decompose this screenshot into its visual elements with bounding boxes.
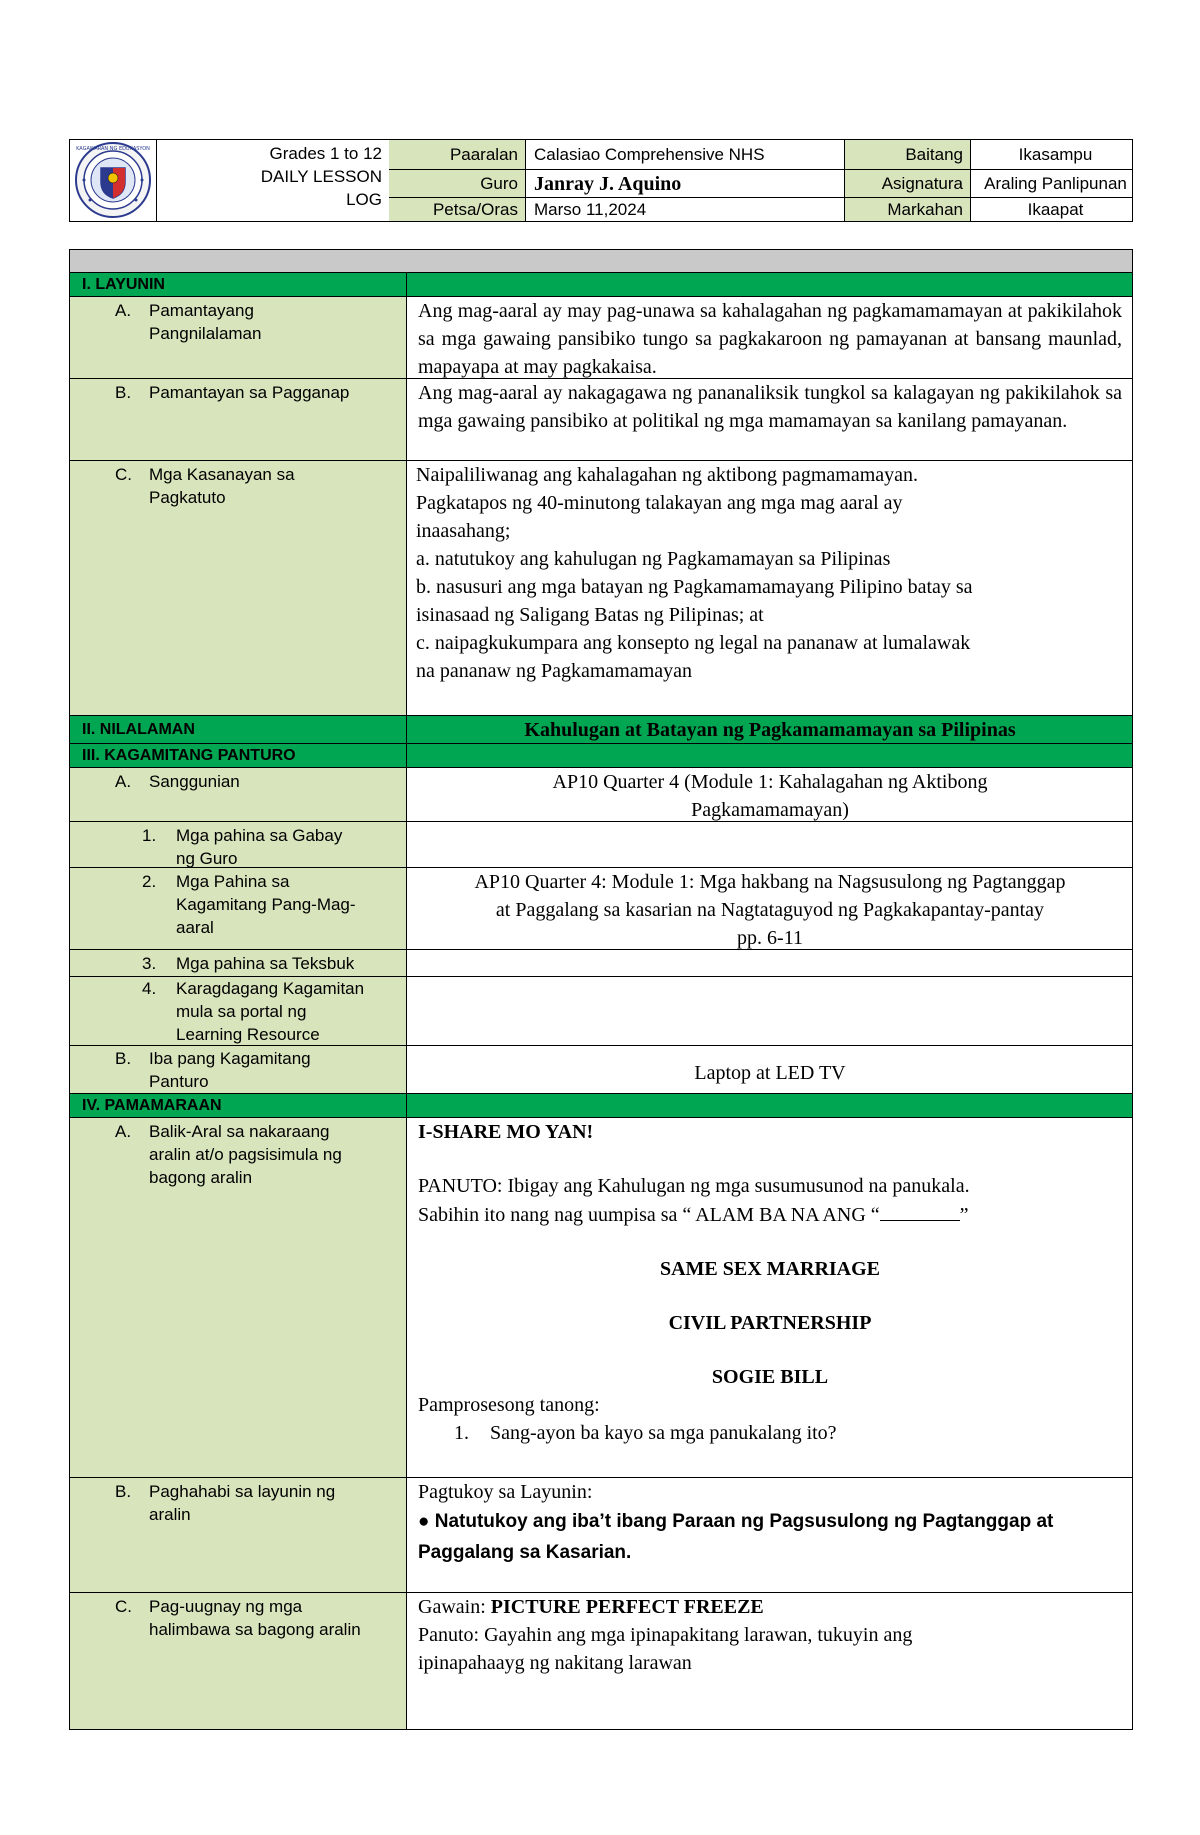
row-number: B. bbox=[115, 383, 132, 402]
kasanayan-line: inaasahang; bbox=[416, 520, 511, 542]
header-table bbox=[69, 139, 1133, 222]
sanggunian-line: AP10 Quarter 4 (Module 1: Kahalagahan ng Aktibong bbox=[552, 771, 988, 793]
sanggunian-text bbox=[418, 768, 1122, 824]
pag-uugnay-content bbox=[418, 1593, 1122, 1677]
pamantayan-sa-pagganap-text: Ang mag-aaral ay nakagagawa ng pananaliksik tungkol sa kalagayan ng pakikilahok sa mga gawaing pansibiko at politikal ng mga mamamayan sa kanilang pamayanan. bbox=[418, 382, 1122, 432]
row-label: Mga Pahina sa bbox=[176, 872, 290, 891]
pagtukoy-label: Pagtukoy sa Layunin: bbox=[418, 1481, 593, 1503]
section-layunin bbox=[70, 273, 1132, 297]
row-label: halimbawa sa bagong aralin bbox=[149, 1620, 361, 1639]
row-label: Mga pahina sa Gabay bbox=[176, 826, 343, 845]
pang-mag-aaral-line: AP10 Quarter 4: Module 1: Mga hakbang na Nagsusulong ng Pagtanggap bbox=[474, 871, 1066, 893]
balik-aral-panuto: PANUTO: Ibigay ang Kahulugan ng mga susumusunod na panukala. bbox=[418, 1175, 970, 1197]
kasanayan-line: isinasaad ng Saligang Batas ng Pilipinas; at bbox=[416, 604, 764, 626]
row-label: Pamantayan sa Pagganap bbox=[149, 383, 350, 402]
table-top-bar bbox=[70, 250, 1132, 273]
kasanayan-line: na pananaw ng Pagkamamamayan bbox=[416, 660, 693, 682]
row-kagamitang-pang-mag-aaral bbox=[70, 868, 1132, 950]
row-label: ng Guro bbox=[176, 849, 238, 868]
layunin-heading: I. LAYUNIN bbox=[82, 276, 165, 293]
row-iba-pang-kagamitan bbox=[70, 1046, 1132, 1094]
paghahabi-content bbox=[418, 1478, 1122, 1568]
row-number: B. bbox=[115, 1049, 132, 1068]
asignatura-value: Araling Panlipunan bbox=[971, 170, 1132, 198]
row-number: A. bbox=[115, 1122, 132, 1141]
petsa-value: Marso 11,2024 bbox=[526, 198, 845, 221]
row-label: Panturo bbox=[149, 1072, 209, 1091]
row-number: C. bbox=[115, 465, 132, 484]
kasanayan-text bbox=[416, 461, 1122, 685]
petsa-label: Petsa/Oras bbox=[389, 198, 526, 221]
row-label: Kagamitang Pang-Mag- bbox=[176, 895, 356, 914]
row-label: bagong aralin bbox=[149, 1168, 253, 1187]
row-teksbuk bbox=[70, 950, 1132, 977]
gawain-title: PICTURE PERFECT FREEZE bbox=[490, 1596, 764, 1618]
row-label: Mga pahina sa Teksbuk bbox=[176, 954, 355, 973]
pamantayang-pangnilalaman-text: Ang mag-aaral ay may pag-unawa sa kahalagahan ng pagkamamamayan at pakikilahok sa mga gawaing pansibiko tungo sa pagkakaroon ng pamayanan at bansang maunlad, mapayapa at may pagkakaisa. bbox=[418, 300, 1122, 378]
kasanayan-line: Pagkatapos ng 40-minutong talakayan ang mga mag aaral ay bbox=[416, 492, 903, 514]
pang-mag-aaral-line: at Paggalang sa kasarian na Nagtataguyod ng Pagkakapantay-pantay bbox=[495, 899, 1045, 921]
pamamaraan-heading: IV. PAMAMARAAN bbox=[82, 1097, 222, 1114]
gawain-label: Gawain: bbox=[418, 1596, 491, 1618]
row-number: 3. bbox=[142, 954, 157, 973]
layunin-bullet-cont: Paggalang sa Kasarian. bbox=[418, 1542, 632, 1563]
kasanayan-line: Naipaliliwanag ang kahalagahan ng aktibong pagmamamayan. bbox=[416, 464, 919, 486]
row-number: A. bbox=[115, 772, 132, 791]
section-nilalaman bbox=[70, 716, 1132, 744]
row-label: Iba pang Kagamitang bbox=[149, 1049, 311, 1068]
row-label: aralin bbox=[149, 1505, 191, 1524]
row-label: Pagkatuto bbox=[149, 488, 226, 507]
balik-aral-panuto-2: Sabihin ito nang nag uumpisa sa “ ALAM BA NA ANG “ ” bbox=[418, 1200, 1122, 1229]
section-kagamitan bbox=[70, 744, 1132, 768]
nilalaman-heading: II. NILALAMAN bbox=[82, 721, 195, 738]
sanggunian-line: Pagkamamamayan) bbox=[691, 799, 849, 821]
balik-aral-content bbox=[418, 1118, 1122, 1447]
kasanayan-line: c. naipagkukumpara ang konsepto ng legal na pananaw at lumalawak bbox=[416, 632, 971, 654]
row-label: mula sa portal ng bbox=[176, 1002, 307, 1021]
deped-seal-icon bbox=[70, 140, 156, 221]
row-number: 2. bbox=[142, 872, 157, 891]
dll-line-1: Grades 1 to 12 bbox=[269, 144, 382, 163]
fill-in-blank bbox=[880, 1200, 960, 1221]
markahan-value: Ikaapat bbox=[1027, 200, 1084, 219]
nilalaman-title: Kahulugan at Batayan ng Pagkamamamayan sa Pilipinas bbox=[524, 719, 1016, 741]
row-number: C. bbox=[115, 1597, 132, 1616]
dll-title-cell bbox=[156, 140, 390, 221]
kagamitan-heading: III. KAGAMITANG PANTURO bbox=[82, 747, 296, 764]
layunin-bullet: ● Natutukoy ang iba’t ibang Paraan ng Pagsusulong ng Pagtanggap at bbox=[418, 1511, 1054, 1532]
row-label: Mga Kasanayan sa bbox=[149, 465, 295, 484]
row-pamantayang-pangnilalaman bbox=[70, 297, 1132, 379]
row-number: 1. bbox=[142, 826, 157, 845]
deped-logo-cell bbox=[70, 140, 157, 221]
question-number: 1. bbox=[454, 1422, 469, 1444]
row-label: Paghahabi sa layunin ng bbox=[149, 1482, 336, 1501]
paaralan-label: Paaralan bbox=[389, 140, 526, 170]
row-sanggunian bbox=[70, 768, 1132, 822]
panukala-same-sex-marriage: SAME SEX MARRIAGE bbox=[659, 1258, 881, 1280]
row-number: A. bbox=[115, 301, 132, 320]
row-label: Karagdagang Kagamitan bbox=[176, 979, 365, 998]
row-pamantayan-sa-pagganap bbox=[70, 379, 1132, 461]
balik-aral-title: I-SHARE MO YAN! bbox=[418, 1121, 594, 1143]
row-pag-uugnay bbox=[70, 1593, 1132, 1729]
row-mga-kasanayan bbox=[70, 461, 1132, 716]
row-gabay-ng-guro bbox=[70, 822, 1132, 868]
asignatura-label: Asignatura bbox=[845, 170, 971, 198]
dll-line-3: LOG bbox=[346, 190, 382, 209]
pang-mag-aaral-text bbox=[418, 868, 1122, 952]
row-label: Pangnilalaman bbox=[149, 324, 262, 343]
panukala-civil-partnership: CIVIL PARTNERSHIP bbox=[668, 1312, 872, 1334]
pamprosesong-tanong: Pamprosesong tanong: bbox=[418, 1394, 600, 1416]
panukala-sogie-bill: SOGIE BILL bbox=[711, 1366, 829, 1388]
kasanayan-line: a. natutukoy ang kahulugan ng Pagkamamayan sa Pilipinas bbox=[416, 548, 891, 570]
lesson-table bbox=[69, 249, 1133, 1730]
row-label: Pag-uugnay ng mga bbox=[149, 1597, 303, 1616]
row-label: Learning Resource bbox=[176, 1025, 320, 1044]
guro-value: Janray J. Aquino bbox=[526, 170, 845, 198]
baitang-label: Baitang bbox=[845, 140, 971, 170]
paaralan-value: Calasiao Comprehensive NHS bbox=[526, 140, 845, 170]
row-balik-aral bbox=[70, 1118, 1132, 1478]
row-paghahabi bbox=[70, 1478, 1132, 1593]
logo-text: KAGAWARAN NG EDUKASYON bbox=[76, 146, 150, 152]
guro-label: Guro bbox=[389, 170, 526, 198]
question-text: Sang-ayon ba kayo sa mga panukalang ito? bbox=[490, 1422, 837, 1444]
iba-pang-kagamitan-text: Laptop at LED TV bbox=[694, 1062, 846, 1084]
pang-mag-aaral-line: pp. 6-11 bbox=[737, 927, 803, 949]
gawain-panuto-2: ipinapahaayg ng nakitang larawan bbox=[418, 1652, 692, 1674]
dll-line-2: DAILY LESSON bbox=[260, 167, 382, 186]
markahan-label: Markahan bbox=[845, 198, 971, 221]
section-pamamaraan bbox=[70, 1094, 1132, 1118]
row-label: Pamantayang bbox=[149, 301, 254, 320]
row-number: B. bbox=[115, 1482, 132, 1501]
row-karagdagang-kagamitan bbox=[70, 977, 1132, 1046]
baitang-value: Ikasampu bbox=[971, 140, 1132, 170]
row-label: aaral bbox=[176, 918, 214, 937]
row-label: Balik-Aral sa nakaraang bbox=[149, 1122, 330, 1141]
row-number: 4. bbox=[142, 979, 157, 998]
row-label: aralin at/o pagsisimula ng bbox=[149, 1145, 342, 1164]
gawain-panuto: Panuto: Gayahin ang mga ipinapakitang larawan, tukuyin ang bbox=[418, 1624, 913, 1646]
kasanayan-line: b. nasusuri ang mga batayan ng Pagkamamamayang Pilipino batay sa bbox=[416, 576, 973, 598]
row-label: Sanggunian bbox=[149, 772, 240, 791]
